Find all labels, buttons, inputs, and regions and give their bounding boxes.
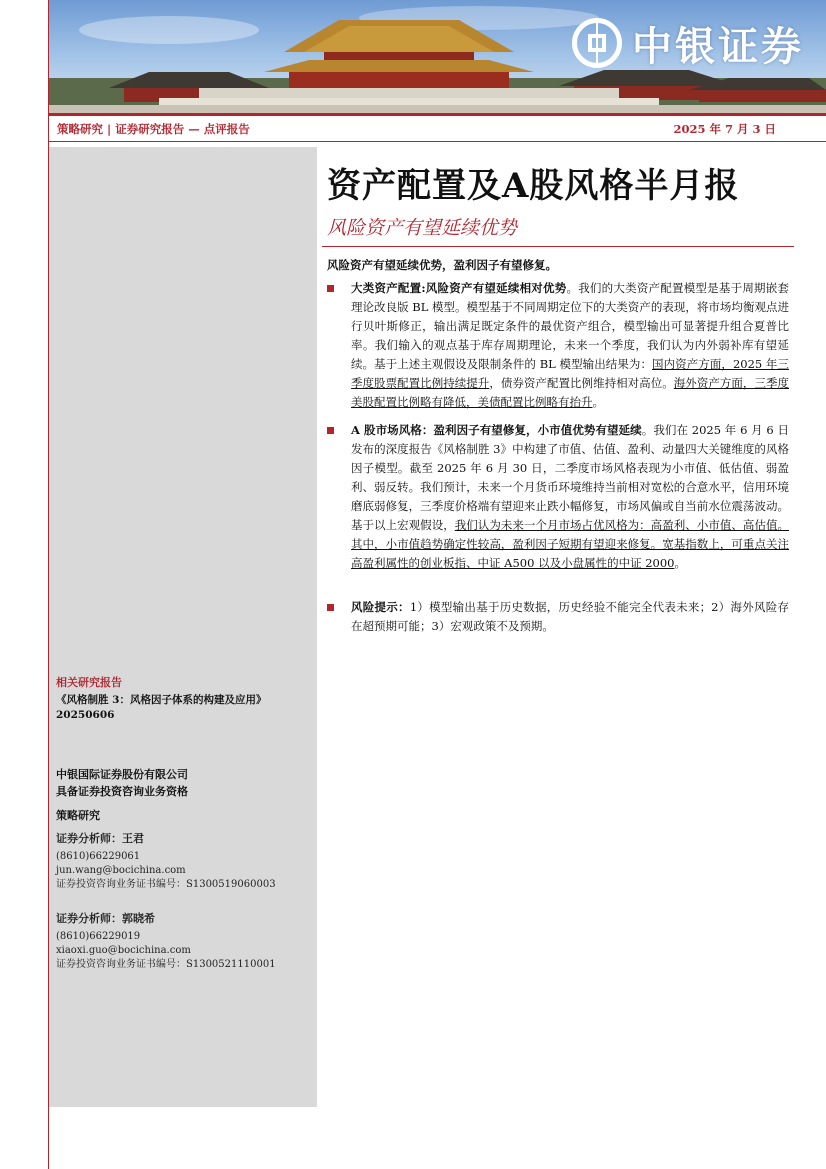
bullet-text: 。我们在 2025 年 6 月 6 日发布的深度报告《风格制胜 3》中构建了市值、估值、盈利、动量四大关键维度的风格因子模型。截至 2025 年 6 月 30 日，二季度市场风格表现为小市值、低估值、弱盈利、弱反转。我们预计，未来一个月货币环境维持当前相对宽松的合意水平，信用环境磨底弱修复，三季度价格端有望迎来止跌小幅修复，市场风偏或自当前水位震荡波动。基于以上宏观假设， bbox=[351, 423, 789, 532]
banner-red-bar bbox=[49, 113, 826, 116]
report-subtitle: 风险资产有望延续优势 bbox=[327, 217, 518, 239]
bullet-body bbox=[351, 598, 789, 636]
department: 策略研究 bbox=[56, 809, 100, 822]
bullet-underlined-text: 我们认为未来一个月市场占优风格为：高盈利、小市值、高估值。其中，小市值趋势确定性较高，盈利因子短期有望迎来修复。宽基指数上，可重点关注高盈利属性的创业板指、中证 A500 以及小盘属性的中证 2000 bbox=[351, 518, 790, 570]
header-banner bbox=[49, 0, 826, 113]
analyst-phone: (8610)66229061 bbox=[56, 851, 141, 862]
breadcrumb bbox=[57, 121, 250, 137]
report-header bbox=[49, 118, 826, 140]
crumb-subtype: 点评报告 bbox=[203, 122, 250, 136]
bullet-underlined-text: 国内资产方面，2025 年三季度股票配置比例持续提升 bbox=[351, 357, 789, 390]
company-name: 中银国际证券股份有限公司 bbox=[56, 768, 188, 781]
company-info bbox=[56, 766, 188, 800]
bullet-lead: 大类资产配置:风险资产有望延续相对优势 bbox=[351, 281, 567, 295]
analyst-cert: 证券投资咨询业务证书编号：S1300521110001 bbox=[56, 959, 276, 970]
bullet-a-share-style bbox=[327, 421, 789, 573]
bullet-body bbox=[351, 421, 789, 573]
analyst-card bbox=[56, 912, 276, 972]
sidebar bbox=[49, 147, 317, 1107]
brand-logo bbox=[572, 10, 804, 76]
bullet-text: 。 bbox=[592, 395, 604, 409]
crumb-separator: — bbox=[184, 122, 204, 136]
report-summary: 风险资产有望延续优势，盈利因子有望修复。 bbox=[327, 258, 557, 272]
analyst-name: 证券分析师：郭晓希 bbox=[56, 912, 155, 925]
bullet-underlined-text: 海外资产方面，三季度美股配置比例略有降低，美债配置比例略有抬升 bbox=[351, 376, 790, 409]
analyst-card bbox=[56, 832, 276, 892]
title-divider bbox=[322, 246, 794, 247]
bullet-text: 1）模型输出基于历史数据，历史经验不能完全代表未来；2）海外风险存在超预期可能；3）宏观政策不及预期。 bbox=[351, 600, 790, 633]
crumb-report-type: 证券研究报告 bbox=[115, 122, 185, 136]
analyst-email: xiaoxi.guo@bocichina.com bbox=[56, 945, 191, 956]
bullet-asset-allocation bbox=[327, 279, 789, 412]
report-date: 2025 年 7 月 3 日 bbox=[673, 122, 776, 136]
crumb-category: 策略研究 bbox=[57, 122, 103, 136]
bank-of-china-logo-icon bbox=[572, 18, 622, 68]
related-report-date: 20250606 bbox=[56, 709, 115, 721]
related-report-title: 《风格制胜 3：风格因子体系的构建及应用》 bbox=[56, 694, 267, 706]
bullet-lead: 风险提示： bbox=[351, 600, 410, 614]
analyst-cert: 证券投资咨询业务证书编号：S1300519060003 bbox=[56, 879, 276, 890]
bullet-square-icon bbox=[327, 285, 334, 292]
bullet-text: 。 bbox=[674, 556, 686, 570]
bullet-square-icon bbox=[327, 604, 334, 611]
brand-name: 中银证券 bbox=[632, 23, 804, 70]
analyst-phone: (8610)66229019 bbox=[56, 931, 141, 942]
bullet-lead: A 股市场风格：盈利因子有望修复，小市值优势有望延续 bbox=[351, 423, 642, 437]
analyst-name: 证券分析师：王君 bbox=[56, 832, 144, 845]
crumb-separator: | bbox=[103, 122, 116, 136]
related-reports-heading: 相关研究报告 bbox=[56, 676, 122, 689]
report-title: 资产配置及A股风格半月报 bbox=[327, 166, 740, 206]
bullet-text: ，债券资产配置比例维持相对高位。 bbox=[489, 376, 674, 390]
bullet-text: 。我们的大类资产配置模型是基于周期嵌套理论改良版 BL 模型。模型基于不同周期定位下的大类资产的表现，将市场均衡观点进行贝叶斯修正，输出满足既定条件的最优资产组合，模型输出可显著提升组合夏普比率。我们输入的观点基于库存周期理论，未来一个季度，我们认为内外弱补库有望延续。基于上述主观假设及限制条件的 BL 模型输出结果为： bbox=[351, 281, 789, 371]
analyst-email: jun.wang@bocichina.com bbox=[56, 865, 186, 876]
bullet-risk-warning bbox=[327, 598, 789, 636]
header-divider bbox=[49, 141, 826, 142]
company-qualification: 具备证券投资咨询业务资格 bbox=[56, 785, 188, 798]
bullet-body bbox=[351, 279, 789, 412]
bullet-square-icon bbox=[327, 427, 334, 434]
